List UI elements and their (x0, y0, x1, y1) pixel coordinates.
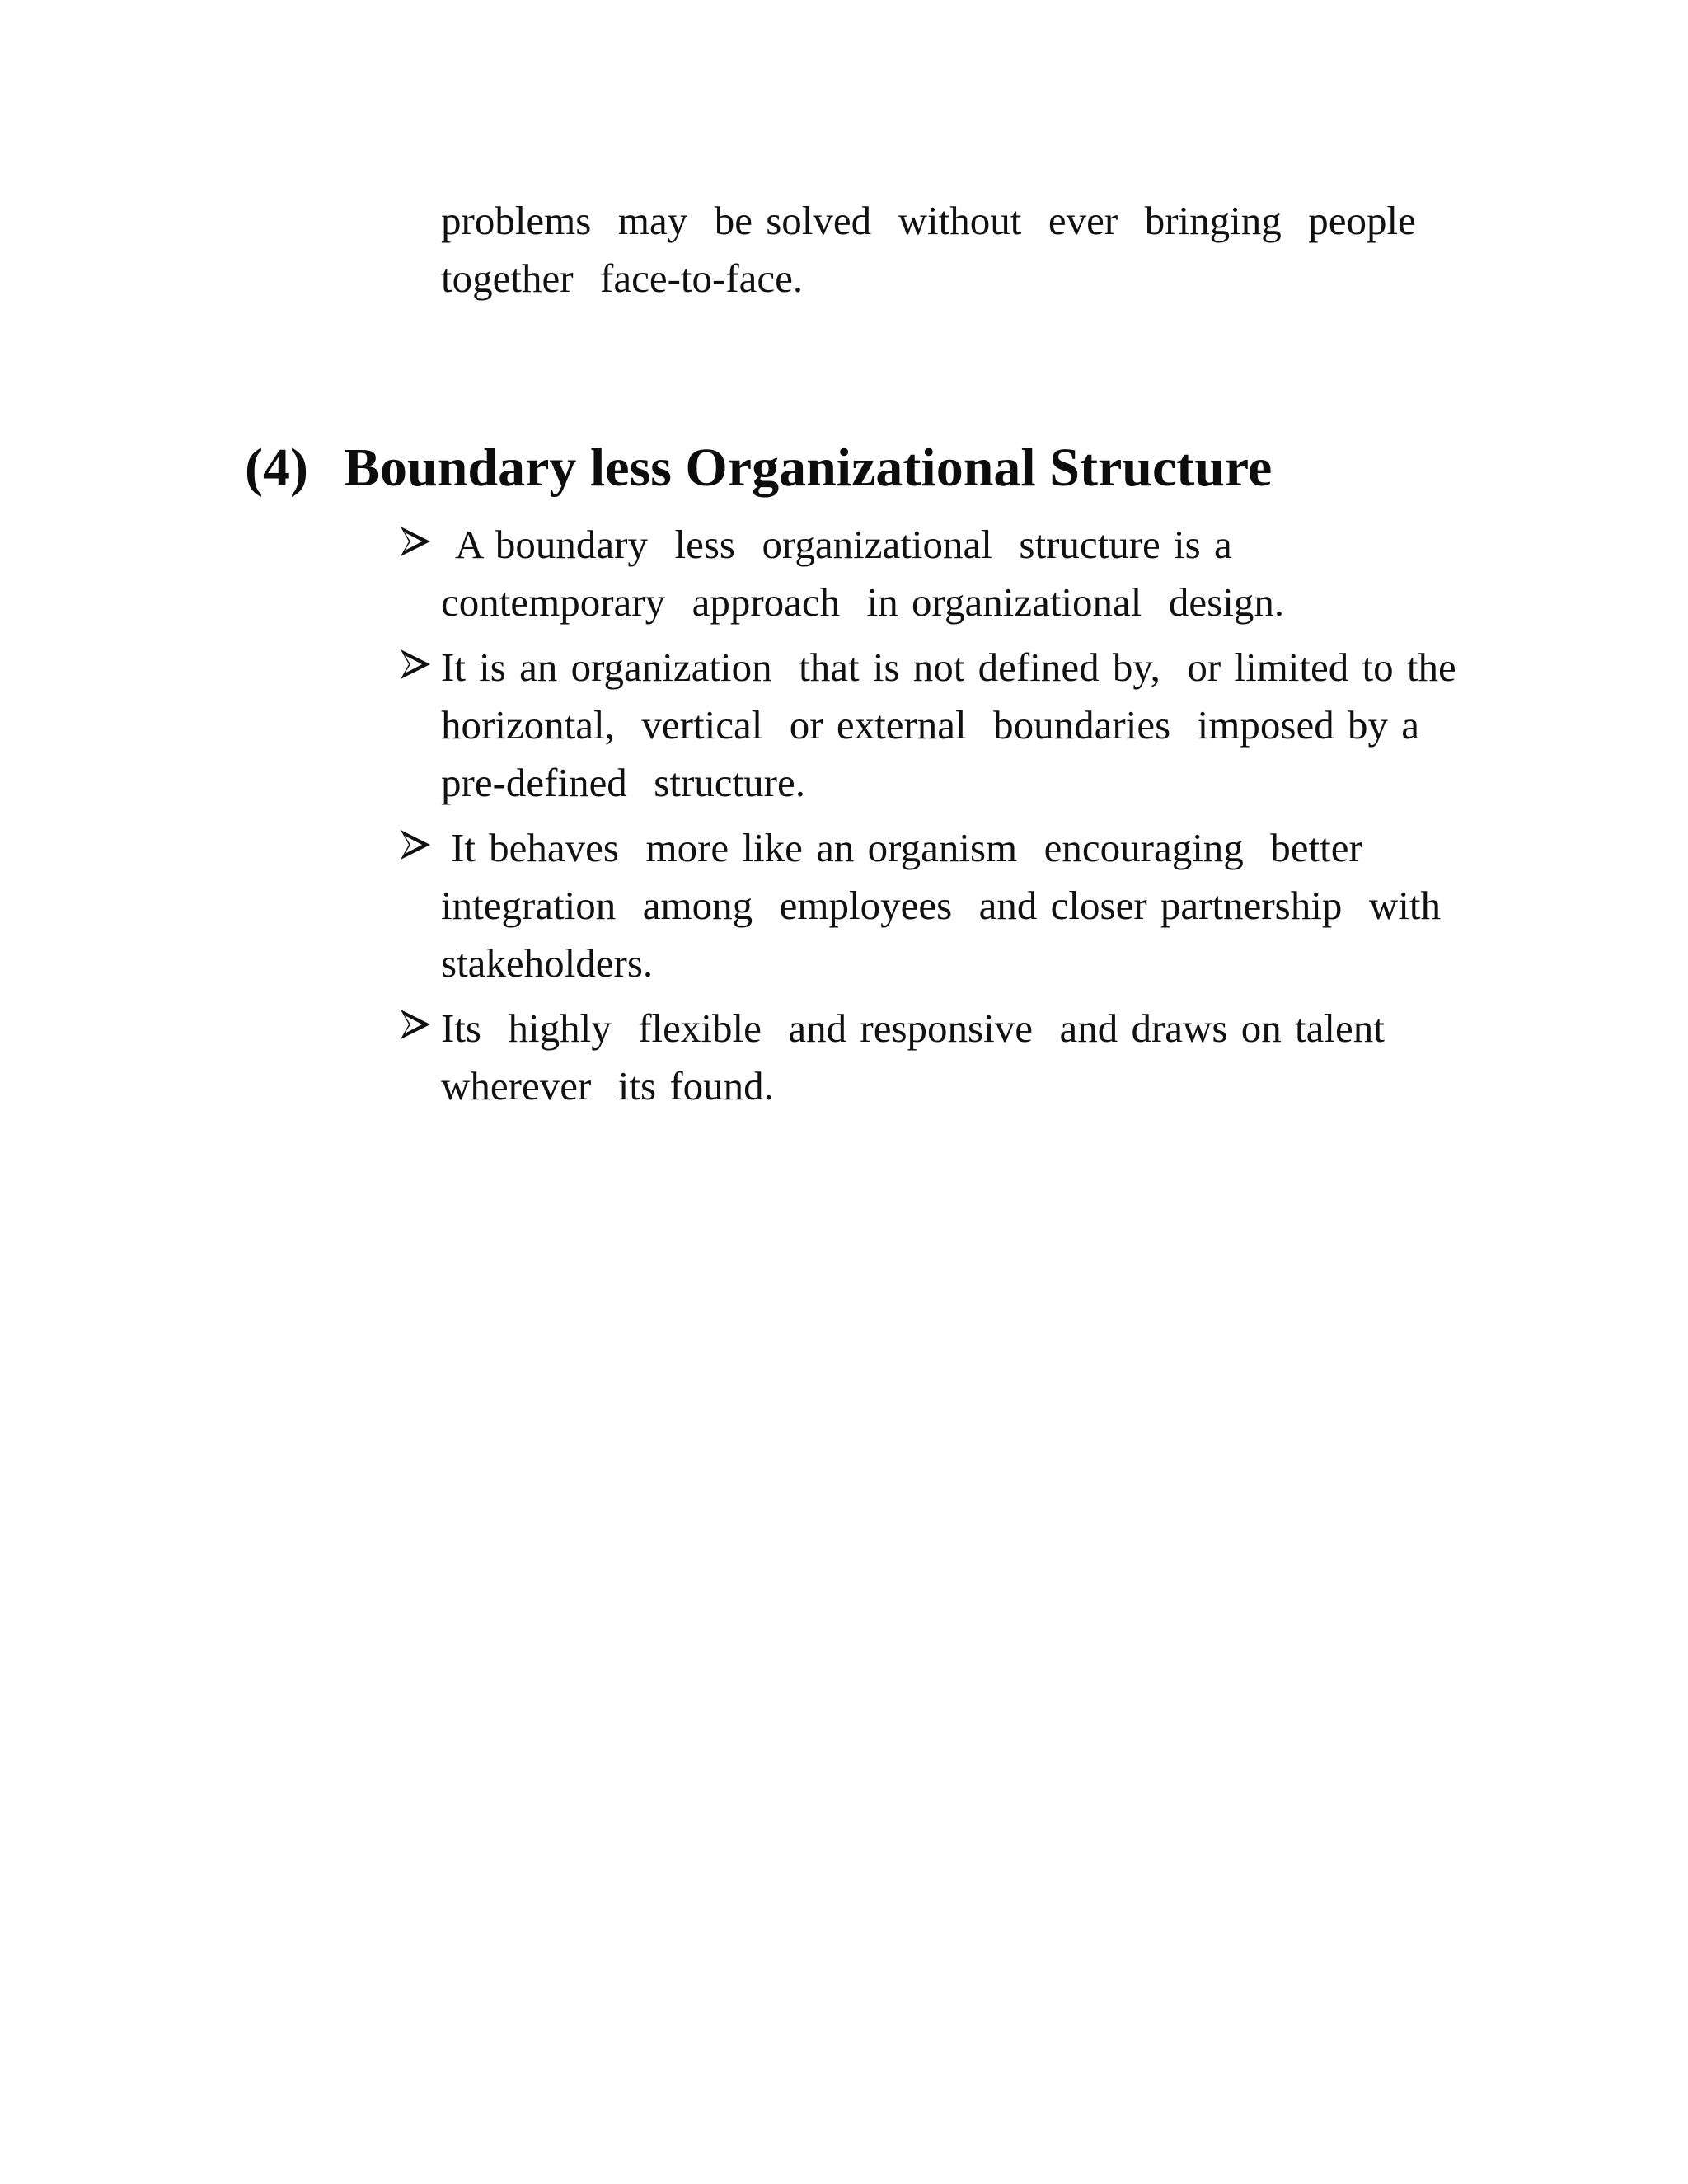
arrowhead-bullet-icon (397, 646, 434, 682)
continuation-line: together face-to-face. (441, 255, 804, 301)
bullet-text-line: horizontal, vertical or external boundaries imposed by a (441, 702, 1419, 748)
bullet-text-line: It behaves more like an organism encouraging better (451, 825, 1362, 870)
bullet-text-line: A boundary less organizational structure is a (455, 522, 1232, 567)
bullet-text-line: It is an organization that is not defined by, or limited to the (441, 644, 1456, 690)
section-title: Boundary less Organizational Structure (344, 438, 1273, 498)
section-heading (245, 437, 1272, 499)
continuation-line: problems may be solved without ever bringing people (441, 198, 1416, 243)
bullet-text-line: stakeholders. (441, 940, 654, 986)
bullet-text-line: integration among employees and closer partnership with (441, 883, 1441, 928)
bullet-text-line: contemporary approach in organizational design. (441, 579, 1285, 625)
section-number: (4) (245, 438, 308, 498)
bullet-text-line: wherever its found. (441, 1063, 774, 1108)
arrowhead-bullet-icon (397, 827, 434, 863)
bullet-text-line: pre-defined structure. (441, 760, 805, 805)
arrowhead-bullet-icon (397, 523, 434, 560)
bullet-text-line: Its highly flexible and responsive and draws on talent (441, 1005, 1385, 1051)
arrowhead-bullet-icon (397, 1006, 434, 1043)
